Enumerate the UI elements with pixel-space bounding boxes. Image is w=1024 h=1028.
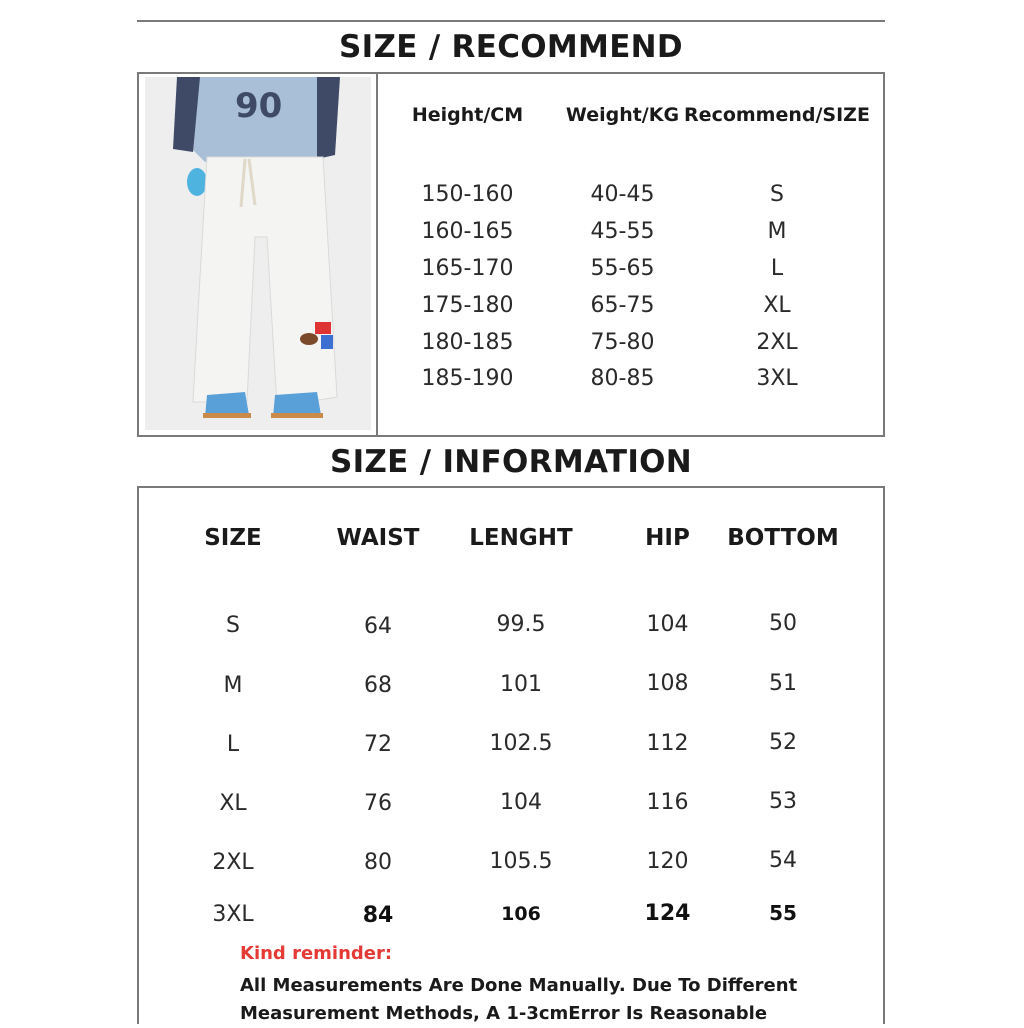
- recommend-size-cell: 3XL: [756, 366, 798, 391]
- recommend-title-band: [137, 20, 885, 74]
- info-bottom-cell: 53: [769, 789, 797, 814]
- recommend-height-cell: 175-180: [421, 293, 514, 318]
- info-waist-cell: 84: [362, 903, 394, 928]
- recommend-weight-cell: 45-55: [590, 219, 655, 244]
- header-size: SIZE: [204, 525, 262, 551]
- recommend-size-cell: S: [770, 182, 784, 207]
- info-waist-cell: 68: [364, 673, 392, 698]
- recommend-size-cell: 2XL: [756, 330, 798, 355]
- header-hip: HIP: [645, 525, 690, 551]
- info-hip-cell: 112: [646, 731, 689, 756]
- info-size-cell: XL: [219, 791, 247, 816]
- reminder-title: Kind reminder:: [240, 943, 393, 964]
- info-waist-cell: 80: [364, 850, 392, 875]
- header-bottom: BOTTOM: [727, 525, 839, 551]
- recommend-weight-cell: 55-65: [590, 256, 655, 281]
- recommend-weight-cell: 65-75: [590, 293, 655, 318]
- info-hip-cell: 116: [646, 790, 689, 815]
- recommend-size-cell: M: [767, 219, 787, 244]
- info-size-cell: 2XL: [212, 850, 254, 875]
- recommend-weight-cell: 80-85: [590, 366, 655, 391]
- recommend-size-cell: L: [770, 256, 784, 281]
- info-size-cell: 3XL: [212, 902, 254, 927]
- info-bottom-cell: 50: [769, 611, 797, 636]
- info-waist-cell: 76: [364, 791, 392, 816]
- recommend-height-cell: 150-160: [421, 182, 514, 207]
- information-title: SIZE / INFORMATION: [329, 443, 693, 480]
- header-waist: WAIST: [336, 525, 420, 551]
- recommend-title: SIZE / RECOMMEND: [339, 29, 683, 65]
- info-length-cell: 104: [500, 790, 542, 815]
- jersey-number: 90: [235, 86, 283, 126]
- info-length-cell: 101: [500, 672, 542, 697]
- model-wearing-pants-image: [145, 77, 371, 430]
- header-length: LENGHT: [469, 525, 573, 551]
- info-bottom-cell: 54: [769, 848, 797, 873]
- info-length-cell: 99.5: [496, 612, 546, 637]
- info-length-cell: 102.5: [489, 731, 553, 756]
- info-size-cell: S: [226, 613, 240, 638]
- info-bottom-cell: 55: [769, 901, 797, 925]
- info-hip-cell: 120: [646, 849, 689, 874]
- recommend-height-cell: 180-185: [421, 330, 514, 355]
- header-height: Height/CM: [411, 104, 524, 126]
- info-hip-cell: 108: [646, 671, 689, 696]
- info-length-cell: 105.5: [489, 849, 553, 874]
- information-title-band: [137, 435, 885, 488]
- info-waist-cell: 72: [364, 732, 392, 757]
- header-recommend-size: Recommend/SIZE: [684, 104, 870, 126]
- recommend-height-cell: 165-170: [421, 256, 514, 281]
- info-bottom-cell: 52: [769, 730, 797, 755]
- recommend-weight-cell: 75-80: [590, 330, 655, 355]
- recommend-height-cell: 160-165: [421, 219, 514, 244]
- info-bottom-cell: 51: [769, 671, 797, 696]
- info-hip-cell: 124: [644, 901, 691, 926]
- recommend-weight-cell: 40-45: [590, 182, 655, 207]
- product-photo: [145, 77, 371, 430]
- info-size-cell: L: [226, 732, 240, 757]
- photo-divider: [376, 74, 378, 435]
- info-hip-cell: 104: [646, 612, 689, 637]
- recommend-size-cell: XL: [763, 293, 791, 318]
- info-size-cell: M: [223, 673, 243, 698]
- reminder-text: All Measurements Are Done Manually. Due To Different Measurement Methods, A 1-3cmError Is Reasonable: [240, 975, 798, 1024]
- info-length-cell: 106: [501, 903, 541, 925]
- info-waist-cell: 64: [364, 614, 392, 639]
- recommend-height-cell: 185-190: [421, 366, 514, 391]
- header-weight: Weight/KG: [565, 104, 680, 126]
